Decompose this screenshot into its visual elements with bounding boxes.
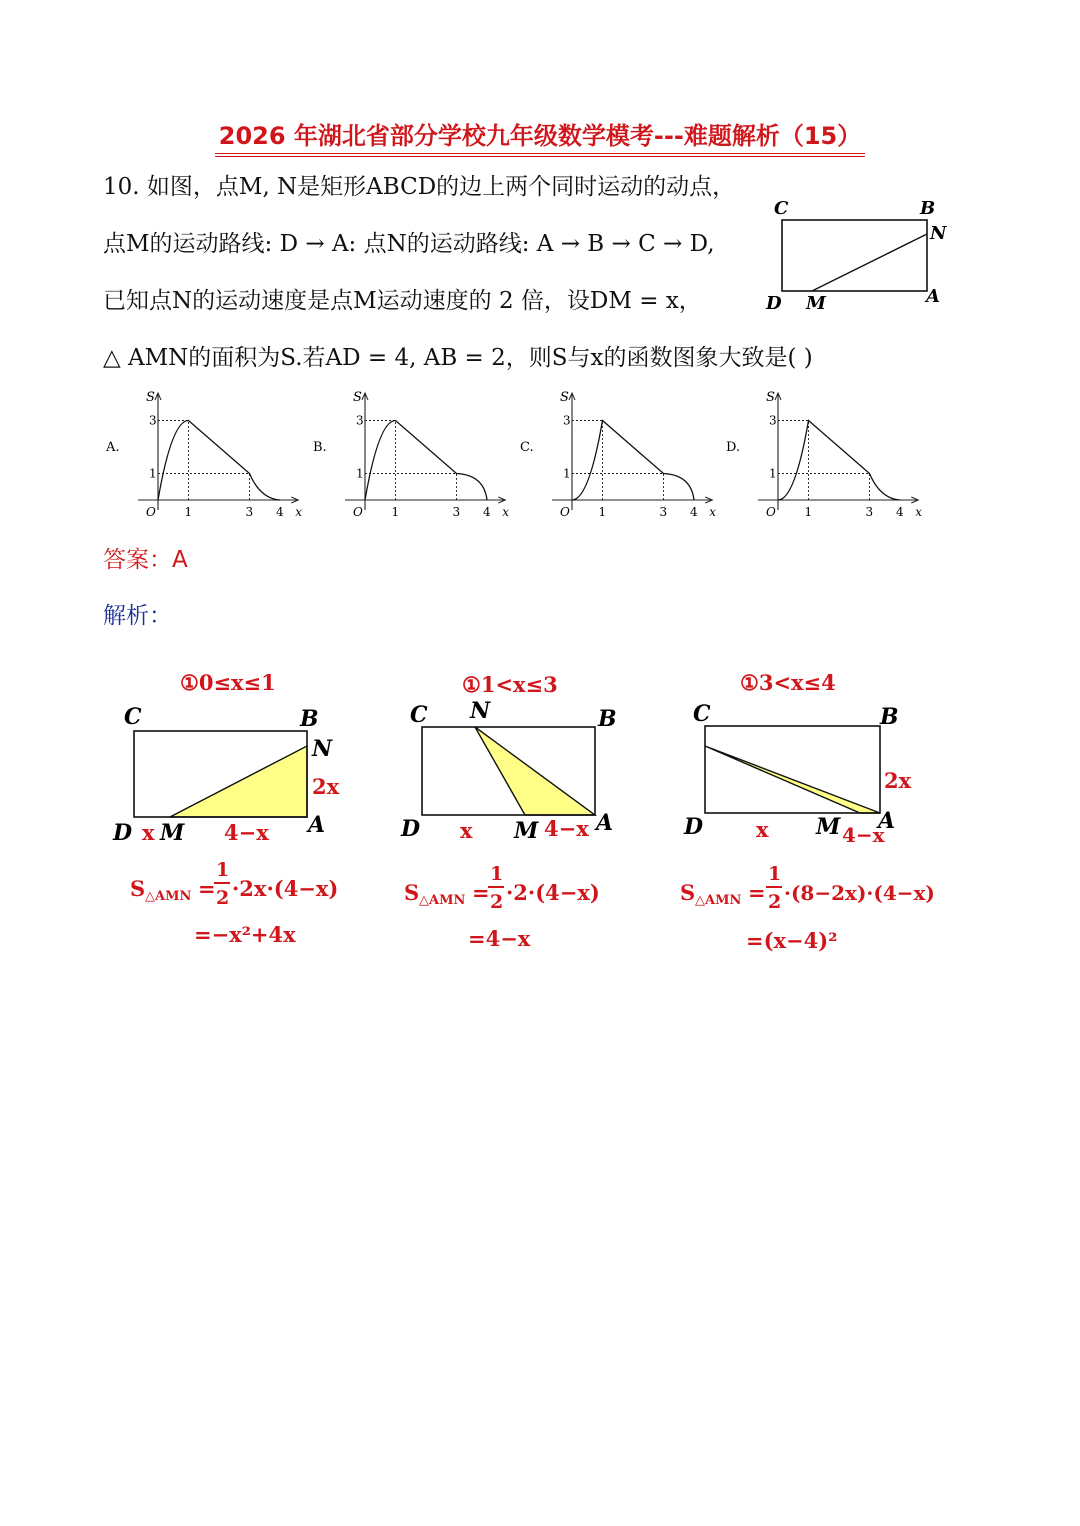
option-graph-d bbox=[720, 387, 930, 527]
origin-label: O bbox=[766, 505, 776, 519]
question-line-3: 已知点N的运动速度是点M运动速度的 2 倍，设DM = x， bbox=[103, 288, 702, 314]
case-3-formula-eq: = bbox=[748, 880, 766, 905]
tick-y-3: 3 bbox=[149, 413, 157, 428]
case-2-triangle bbox=[475, 727, 595, 815]
case-3-side-label: 2x bbox=[884, 768, 912, 793]
case-2-formula-sub: △AMN bbox=[419, 893, 466, 908]
label-d: D bbox=[766, 293, 782, 314]
guide-knee bbox=[158, 474, 250, 501]
case-2-formula-tail: ·2·(4−x) bbox=[506, 880, 600, 905]
label-b: B bbox=[920, 198, 936, 219]
case-2-frac-den: 2 bbox=[490, 891, 504, 913]
question-figure bbox=[760, 192, 960, 317]
tick-y-3: 3 bbox=[563, 413, 571, 428]
label-m: M bbox=[806, 293, 826, 314]
analysis-heading: 解析： bbox=[103, 603, 172, 629]
case-1-label-a: A bbox=[308, 812, 326, 838]
case-3-label-a: A bbox=[878, 808, 896, 834]
label-a: A bbox=[926, 286, 940, 307]
case-2-formula-s: S bbox=[404, 880, 420, 905]
case-2-label-d: D bbox=[401, 816, 421, 842]
case-1-bottom-x: x bbox=[142, 820, 155, 845]
tick-4: 4 bbox=[483, 505, 491, 519]
case-2-label-n: N bbox=[470, 698, 491, 724]
tick-y-1: 1 bbox=[149, 466, 157, 481]
case-1-label-c: C bbox=[124, 704, 142, 730]
tick-y-1: 1 bbox=[769, 466, 777, 481]
option-graph-b bbox=[307, 387, 517, 527]
answer-text: 答案：A bbox=[103, 547, 188, 573]
tick-y-1: 1 bbox=[563, 466, 571, 481]
case-3-frac-num: 1 bbox=[768, 863, 782, 885]
case-3-label-m: M bbox=[816, 814, 841, 840]
graph-curve bbox=[365, 421, 487, 501]
case-3-triangle bbox=[705, 746, 880, 813]
guide-peak bbox=[778, 421, 809, 501]
graph-curve bbox=[778, 421, 900, 501]
tick-1: 1 bbox=[391, 505, 400, 519]
question-line-4: △ AMN的面积为S.若AD = 4, AB = 2，则S与x的函数图象大致是( ) bbox=[103, 345, 813, 371]
case-1-formula-tail: ·2x·(4−x) bbox=[232, 876, 339, 901]
axis-label-s: S bbox=[766, 390, 775, 405]
case-1-condition: ①0≤x≤1 bbox=[180, 670, 276, 695]
option-letter-b: B. bbox=[313, 440, 327, 455]
case-3-label-b: B bbox=[880, 704, 899, 730]
case-3-formula-sub: △AMN bbox=[695, 893, 742, 908]
case-1-bottom-rest: 4−x bbox=[224, 820, 269, 845]
origin-label: O bbox=[353, 505, 363, 519]
case-3-result: =(x−4)² bbox=[746, 928, 838, 953]
origin-label: O bbox=[146, 505, 156, 519]
tick-4: 4 bbox=[896, 505, 904, 519]
tick-y-1: 1 bbox=[356, 466, 364, 481]
case-2-formula-eq: = bbox=[472, 880, 490, 905]
label-c: C bbox=[774, 198, 789, 219]
tick-4: 4 bbox=[690, 505, 698, 519]
case-diagrams bbox=[100, 660, 980, 970]
option-letter-d: D. bbox=[726, 440, 741, 455]
option-letter-a: A. bbox=[106, 440, 120, 455]
axis-label-x: x bbox=[915, 505, 923, 519]
tick-1: 1 bbox=[598, 505, 607, 519]
page-title: 2026 年湖北省部分学校九年级数学模考---难题解析（15） bbox=[0, 116, 1080, 157]
origin-label: O bbox=[560, 505, 570, 519]
case-2-condition: ①1<x≤3 bbox=[462, 672, 558, 697]
case-3-label-c: C bbox=[693, 701, 711, 727]
case-2-label-a: A bbox=[596, 810, 614, 836]
case-3-condition: ①3<x≤4 bbox=[740, 670, 836, 695]
axis-label-x: x bbox=[709, 505, 717, 519]
rectangle-abcd bbox=[782, 220, 927, 291]
question-line-2: 点M的运动路线: D → A: 点N的运动路线: A → B → C → D, bbox=[103, 231, 715, 257]
segment-mn bbox=[812, 234, 927, 291]
case-1-side-label: 2x bbox=[312, 774, 340, 799]
axis-label-s: S bbox=[353, 390, 362, 405]
option-graph-a bbox=[100, 387, 310, 527]
question-line-1: 10. 如图，点M, N是矩形ABCD的边上两个同时运动的动点， bbox=[103, 174, 736, 200]
tick-3: 3 bbox=[865, 505, 874, 519]
guide-peak bbox=[365, 421, 396, 501]
case-2-label-m: M bbox=[514, 818, 539, 844]
axis-label-s: S bbox=[560, 390, 569, 405]
guide-peak bbox=[158, 421, 189, 501]
tick-3: 3 bbox=[659, 505, 668, 519]
case-1-formula-s: S bbox=[130, 876, 146, 901]
tick-4: 4 bbox=[276, 505, 284, 519]
axis-label-s: S bbox=[146, 390, 155, 405]
case-3-formula-tail: ·(8−2x)·(4−x) bbox=[784, 881, 935, 905]
case-2 bbox=[400, 672, 617, 951]
case-1-formula-eq: = bbox=[198, 876, 216, 901]
label-n: N bbox=[930, 223, 947, 244]
axis-label-x: x bbox=[502, 505, 510, 519]
case-1-result: =−x²+4x bbox=[194, 922, 296, 947]
case-1-label-n: N bbox=[312, 736, 333, 762]
case-1 bbox=[112, 670, 340, 947]
guide-peak bbox=[572, 421, 603, 501]
guide-knee bbox=[365, 474, 457, 501]
case-1-label-m: M bbox=[160, 820, 185, 846]
case-1-frac-den: 2 bbox=[216, 887, 230, 909]
case-1-label-d: D bbox=[113, 820, 133, 846]
case-2-bottom-rest: 4−x bbox=[544, 816, 589, 841]
case-3-rectangle bbox=[705, 726, 880, 813]
option-letter-c: C. bbox=[520, 440, 534, 455]
tick-1: 1 bbox=[184, 505, 193, 519]
graph-curve bbox=[572, 421, 694, 501]
case-3-bottom-x: x bbox=[756, 817, 769, 842]
case-3-bottom-rest: 4−x bbox=[842, 823, 885, 847]
case-3-label-d: D bbox=[684, 814, 704, 840]
case-3-formula-s: S bbox=[680, 880, 696, 905]
case-3 bbox=[680, 670, 935, 953]
case-1-formula-sub: △AMN bbox=[145, 889, 192, 904]
tick-y-3: 3 bbox=[769, 413, 777, 428]
case-1-label-b: B bbox=[300, 706, 319, 732]
tick-3: 3 bbox=[245, 505, 254, 519]
tick-3: 3 bbox=[452, 505, 461, 519]
case-3-frac-den: 2 bbox=[768, 891, 782, 913]
tick-1: 1 bbox=[804, 505, 813, 519]
case-2-frac-num: 1 bbox=[490, 863, 504, 885]
case-2-result: =4−x bbox=[468, 926, 531, 951]
case-2-bottom-x: x bbox=[460, 818, 473, 843]
option-graph-c bbox=[514, 387, 724, 527]
tick-y-3: 3 bbox=[356, 413, 364, 428]
graph-curve bbox=[158, 421, 280, 501]
case-1-frac-num: 1 bbox=[216, 859, 230, 881]
case-2-label-b: B bbox=[598, 706, 617, 732]
case-2-label-c: C bbox=[410, 702, 428, 728]
axis-label-x: x bbox=[295, 505, 303, 519]
case-1-triangle bbox=[170, 746, 307, 817]
